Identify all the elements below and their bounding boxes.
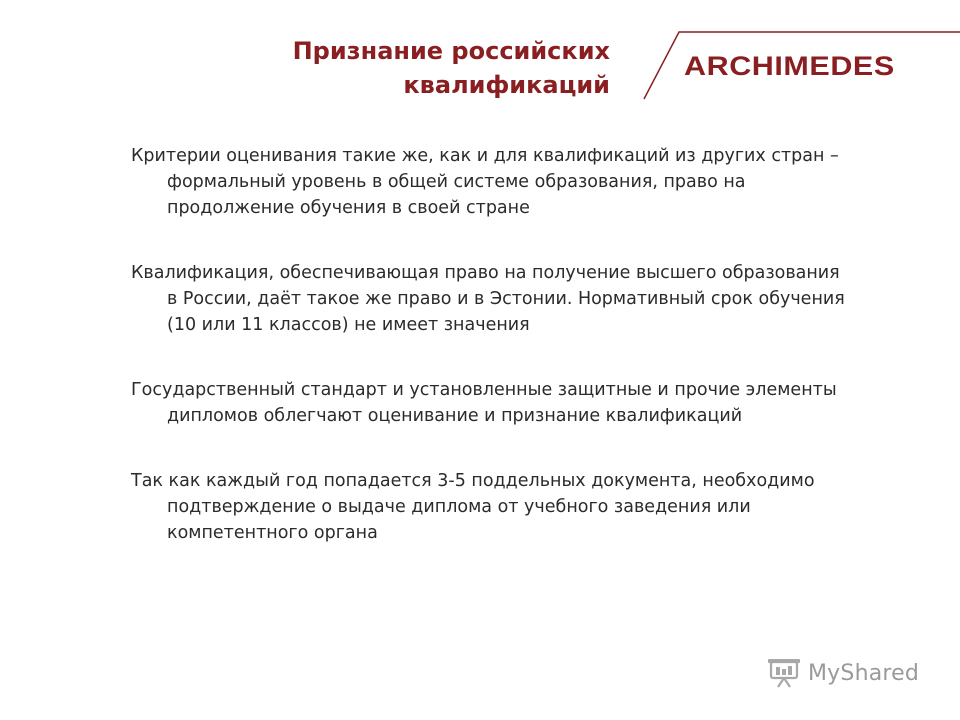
presentation-icon <box>768 658 802 688</box>
archimedes-logo: ARCHIMEDES <box>684 51 895 81</box>
slide-header <box>0 0 960 110</box>
myshared-watermark <box>768 657 919 689</box>
slide-title-line-1: Признание российских <box>292 37 610 65</box>
paragraph-higher-education-right: Квалификация, обеспечивающая право на получение высшего образования в России, даёт такое же право и в Эстонии. Нормативный срок обучения (10 или 11 классов) не имеет значения <box>131 263 845 335</box>
paragraph-criteria: Критерии оценивания такие же, как и для квалификаций из других стран – формальный уровень в общей системе образования, право на продолжение обучения в своей стране <box>131 146 839 218</box>
paragraph-state-standard: Государственный стандарт и установленные защитные и прочие элементы дипломов облегчают оценивание и признание квалификаций <box>131 380 837 426</box>
slide-content <box>131 143 851 585</box>
paragraph-forged-documents: Так как каждый год попадается 3-5 поддельных документа, необходимо подтверждение о выдаче диплома от учебного заведения или компетентного органа <box>131 471 815 543</box>
watermark-text: MyShared <box>808 660 920 686</box>
slide-title-line-2: квалификаций <box>403 71 610 99</box>
